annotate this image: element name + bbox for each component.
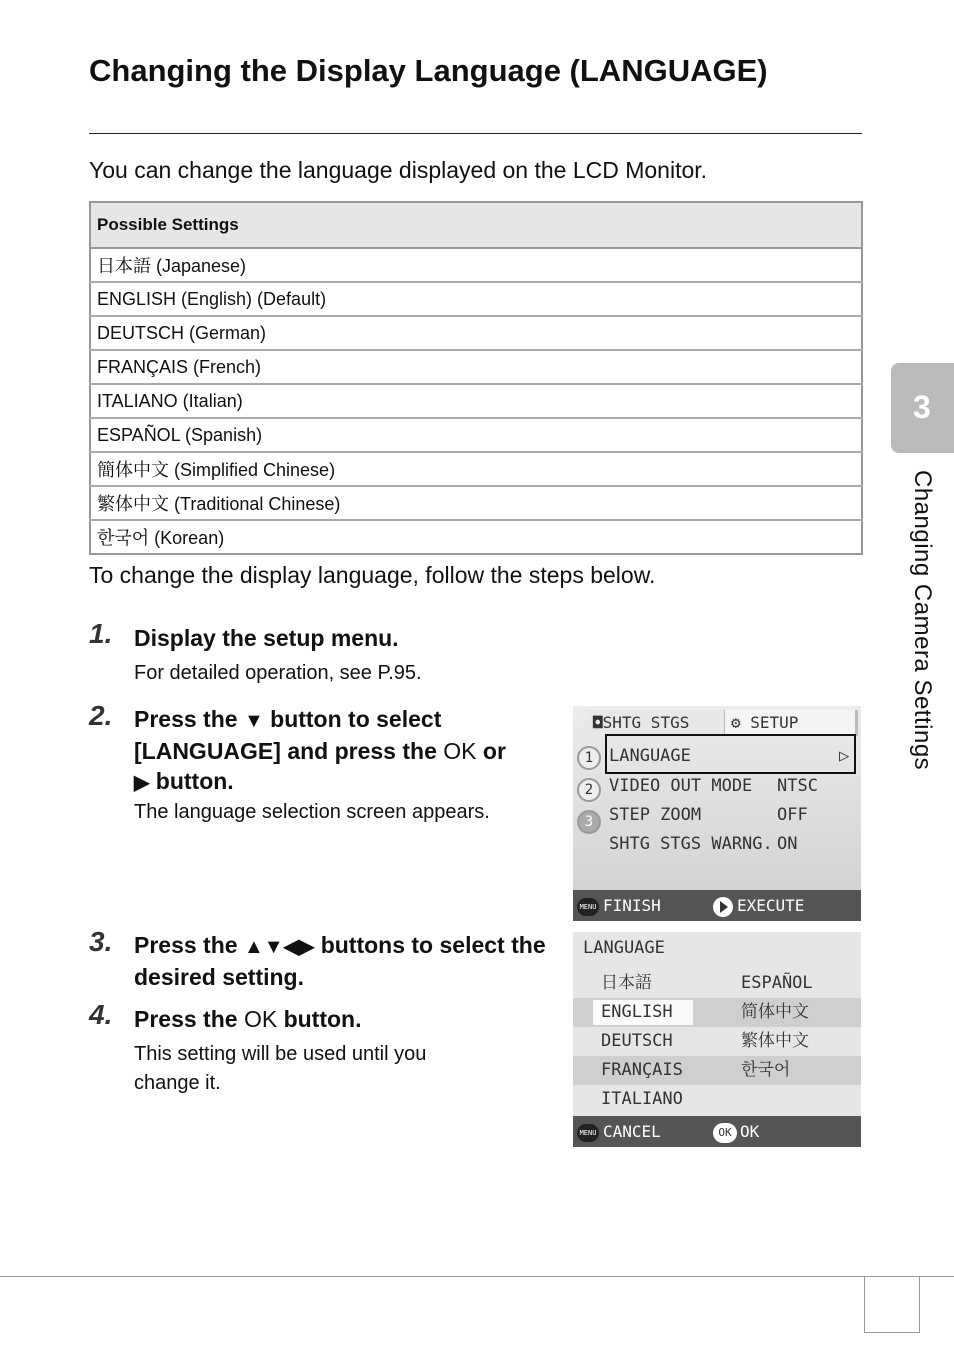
step-4-number: 4. — [89, 999, 113, 1030]
language-row: ITALIANO — [601, 1089, 683, 1109]
table-row: ENGLISH (English) (Default) — [90, 282, 862, 316]
page-number-2: 2 — [577, 778, 601, 802]
right-arrow-icon: ▶ — [134, 772, 150, 794]
step-2-text-d: button. — [155, 768, 234, 794]
language-row: 日本語 ESPAÑOL — [601, 973, 813, 993]
settings-table — [89, 201, 863, 555]
screen-footer: MENU CANCEL OK OK — [573, 1116, 861, 1147]
step-2-text-a: Press the — [134, 706, 238, 732]
wrench-icon: ⚙ — [731, 713, 751, 732]
step-4-text-a: Press the — [134, 1006, 238, 1032]
language-row: DEUTSCH 繁体中文 — [601, 1031, 809, 1051]
page-title: Changing the Display Language (LANGUAGE) — [89, 53, 768, 88]
selection-highlight — [605, 734, 856, 774]
chapter-number: 3 — [913, 389, 931, 425]
step-2-heading — [134, 704, 554, 798]
language-row: ENGLISH 简体中文 — [573, 998, 861, 1027]
tab-shooting-settings: ◘SHTG STGS — [587, 710, 727, 736]
step-2-text-b: button to select [LANGUAGE] and press the — [134, 706, 442, 764]
step-2-body: The language selection screen appears. — [134, 801, 490, 823]
step-2-number: 2. — [89, 700, 113, 731]
step-3-heading — [134, 930, 554, 992]
menu-footer: MENU FINISH EXECUTE — [573, 890, 861, 921]
right-button-icon — [713, 897, 733, 917]
title-divider — [89, 133, 862, 134]
table-row: ITALIANO (Italian) — [90, 384, 862, 418]
page-number-1: 1 — [577, 746, 601, 770]
table-header: Possible Settings — [90, 202, 862, 248]
step-1-heading: Display the setup menu. — [134, 625, 399, 651]
down-arrow-icon: ▼ — [243, 710, 264, 732]
menu-button-icon: MENU — [577, 898, 599, 916]
page-number-box — [864, 1276, 920, 1333]
language-row: FRANÇAIS 한국어 — [573, 1056, 861, 1085]
step-3-number: 3. — [89, 926, 113, 957]
chapter-title: Changing Camera Settings — [909, 470, 936, 771]
menu-row-language: LANGUAGE ▷ — [609, 746, 850, 766]
step-4-text-b: button. — [283, 1006, 362, 1032]
table-row: 繁体中文 (Traditional Chinese) — [90, 486, 862, 520]
screen-header: LANGUAGE — [583, 938, 665, 958]
ok-button-icon: OK — [713, 1123, 737, 1143]
menu-row-step-zoom: STEP ZOOM OFF — [609, 805, 808, 825]
table-row: 日本語 (Japanese) — [90, 248, 862, 282]
intro-text: You can change the language displayed on the LCD Monitor. — [89, 157, 708, 183]
step-3-text-a: Press the — [134, 932, 238, 958]
step-1-body: For detailed operation, see P.95. — [134, 662, 422, 684]
direction-arrows-icon: ▲▼◀▶ — [243, 936, 315, 958]
setup-menu-screenshot — [573, 706, 861, 921]
menu-row-video-out: VIDEO OUT MODE NTSC — [609, 776, 818, 796]
language-screen-screenshot — [573, 932, 861, 1147]
table-row: ESPAÑOL (Spanish) — [90, 418, 862, 452]
steps-intro: To change the display language, follow the steps below. — [89, 562, 656, 588]
step-2-text-c: or — [482, 738, 506, 764]
step-4-heading — [134, 1004, 554, 1034]
page-number-3: 3 — [577, 810, 601, 834]
step-3-text-b: buttons to select the desired setting. — [134, 932, 546, 990]
menu-row-shtg-warning: SHTG STGS WARNG. ON — [609, 834, 798, 854]
camera-icon: ◘ — [593, 713, 603, 732]
table-row: 簡体中文 (Simplified Chinese) — [90, 452, 862, 486]
table-row: 한국어 (Korean) — [97, 528, 225, 548]
ok-button-icon: OK — [443, 738, 477, 764]
step-1-number: 1. — [89, 618, 113, 649]
menu-button-icon: MENU — [577, 1124, 599, 1142]
table-row: DEUTSCH (German) — [90, 316, 862, 350]
chapter-tab — [891, 363, 954, 453]
ok-button-icon: OK — [243, 1006, 278, 1032]
table-row: FRANÇAIS (French) — [90, 350, 862, 384]
footer-divider — [0, 1276, 954, 1277]
step-4-body: This setting will be used until you change it. — [134, 1043, 427, 1094]
tab-setup: ⚙ SETUP — [725, 710, 858, 736]
